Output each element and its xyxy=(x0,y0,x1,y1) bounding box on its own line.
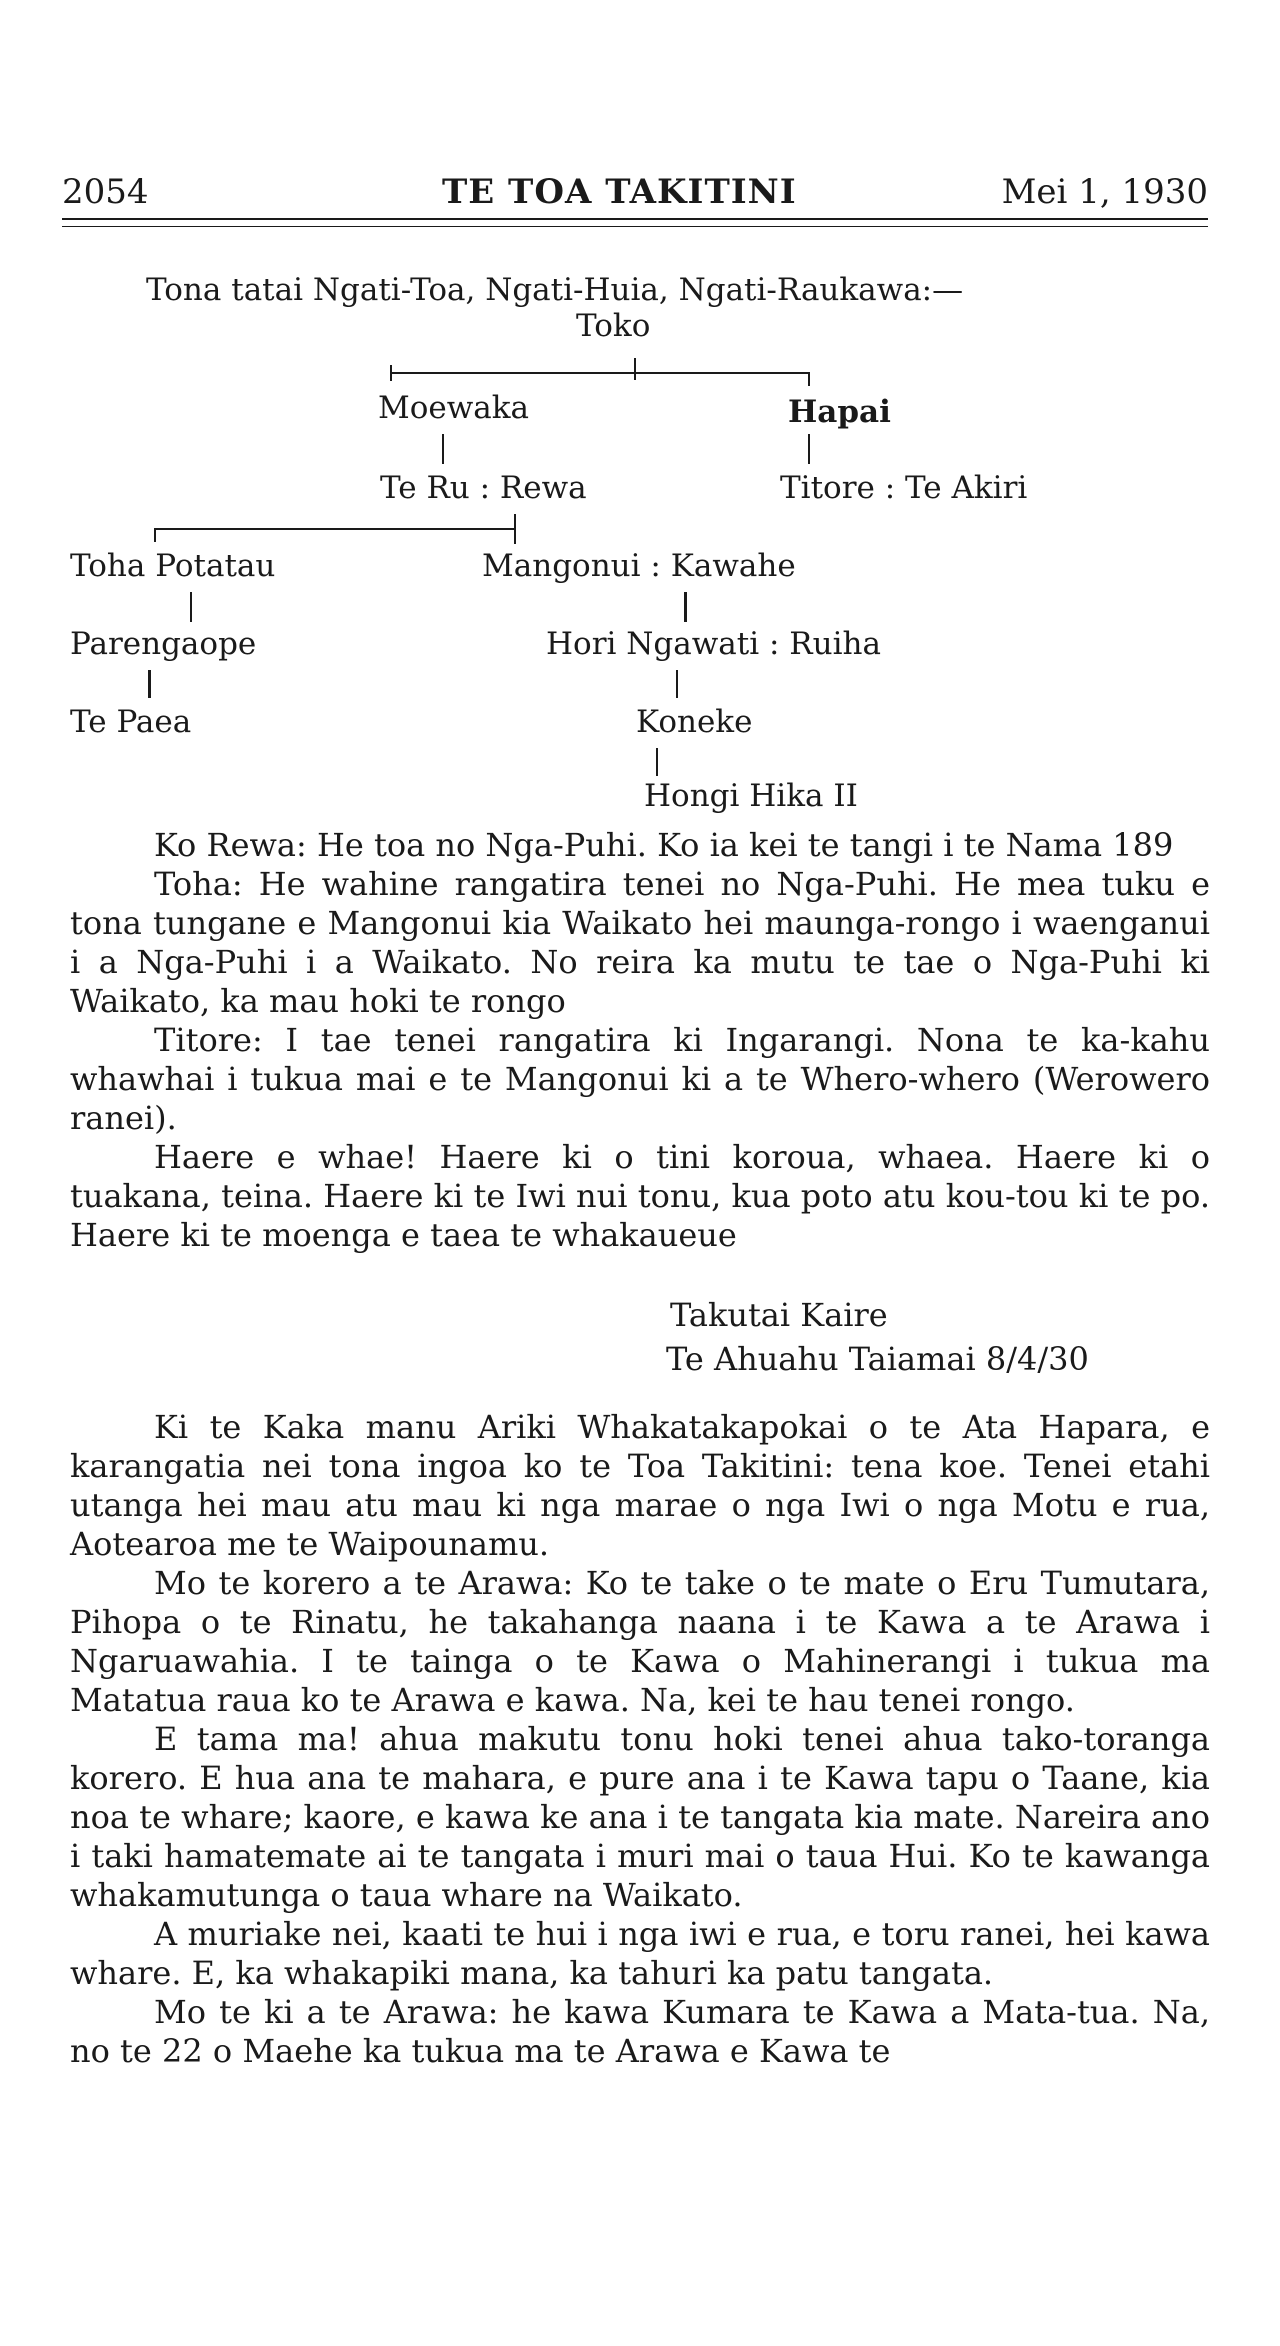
gen-hapai: Hapai xyxy=(788,394,891,430)
gen-line xyxy=(676,670,678,698)
header-rule-thin xyxy=(62,226,1208,227)
gen-parengaope: Parengaope xyxy=(70,626,257,662)
gen-te-ru-rewa: Te Ru : Rewa xyxy=(380,470,587,506)
gen-line xyxy=(442,434,444,464)
header-rule xyxy=(62,218,1208,220)
article-body xyxy=(70,1408,1210,2071)
gen-line xyxy=(148,670,151,698)
gen-toko: Toko xyxy=(576,308,651,344)
gen-koneke: Koneke xyxy=(636,704,753,740)
gen-hori-ngawati-ruiha: Hori Ngawati : Ruiha xyxy=(546,626,881,662)
gen-line xyxy=(808,372,810,386)
gen-line xyxy=(514,514,516,544)
gen-moewaka: Moewaka xyxy=(378,390,530,426)
gen-titore-te-akiri: Titore : Te Akiri xyxy=(780,470,1028,506)
gen-line xyxy=(808,434,810,464)
note-farewell: Haere e whae! Haere ki o tini koroua, whaea. Haere ki o tuakana, teina. Haere ki te Iwi nui tonu, kua poto atu kou-tou ki te po. Haere ki te moenga e taea te whakaueue xyxy=(70,1138,1210,1254)
signature-name: Takutai Kaire xyxy=(670,1296,888,1334)
gen-toha-potatau: Toha Potatau xyxy=(70,548,276,584)
article-paragraph: Mo te korero a te Arawa: Ko te take o te mate o Eru Tumutara, Pihopa o te Rinatu, he takahanga naana i te Kawa a te Arawa i Ngaruawahia. I te tainga o te Kawa o Mahinerangi i tukua ma Matatua raua ko te Arawa e kawa. Na, kei te hau tenei rongo. xyxy=(70,1564,1210,1719)
gen-line xyxy=(154,528,156,542)
page-number: 2054 xyxy=(62,172,149,212)
gen-line xyxy=(390,372,810,374)
gen-mangonui-kawahe: Mangonui : Kawahe xyxy=(482,548,796,584)
article-paragraph: Ki te Kaka manu Ariki Whakatakapokai o te Ata Hapara, e karangatia nei tona ingoa ko te Toa Takitini: tena koe. Tenei etahi utanga hei mau atu mau ki nga marae o nga Iwi o nga Motu e rua, Aotearoa me te Waipounamu. xyxy=(70,1408,1210,1563)
signature-place-date: Te Ahuahu Taiamai 8/4/30 xyxy=(666,1340,1089,1378)
gen-line xyxy=(190,592,192,622)
gen-line xyxy=(634,358,636,380)
gen-line xyxy=(656,748,658,776)
article-paragraph: Mo te ki a te Arawa: he kawa Kumara te Kawa a Mata-tua. Na, no te 22 o Maehe ka tukua ma te Arawa e Kawa te xyxy=(70,1993,1210,2070)
gen-te-paea: Te Paea xyxy=(70,704,192,740)
gen-line xyxy=(684,592,687,622)
publication-title: TE TOA TAKITINI xyxy=(442,172,797,212)
note-rewa: Ko Rewa: He toa no Nga-Puhi. Ko ia kei te tangi i te Nama 189 xyxy=(154,826,1174,864)
issue-date: Mei 1, 1930 xyxy=(1001,172,1208,212)
gen-line xyxy=(154,528,516,530)
genealogy-intro: Tona tatai Ngati-Toa, Ngati-Huia, Ngati-Raukawa:— xyxy=(146,272,964,308)
note-toha: Toha: He wahine rangatira tenei no Nga-Puhi. He mea tuku e tona tungane e Mangonui kia Waikato hei maunga-rongo i waenganui i a Nga-Puhi i a Waikato. No reira ka mutu te tae o Nga-Puhi ki Waikato, ka mau hoki te rongo xyxy=(70,865,1210,1020)
gen-hongi-hika: Hongi Hika II xyxy=(644,778,858,814)
genealogy-notes xyxy=(70,826,1210,1255)
note-titore: Titore: I tae tenei rangatira ki Ingarangi. Nona te ka-kahu whawhai i tukua mai e te Mangonui ki a te Whero-whero (Werowero ranei). xyxy=(70,1021,1210,1137)
article-paragraph: E tama ma! ahua makutu tonu hoki tenei ahua tako-toranga korero. E hua ana te mahara, e pure ana i te Kawa tapu o Taane, kia noa te whare; kaore, e kawa ke ana i te tangata kia mate. Nareira ano i taki hamatemate ai te tangata i muri mai o taua Hui. Ko te kawanga whakamutunga o taua whare na Waikato. xyxy=(70,1720,1210,1914)
gen-line xyxy=(390,365,392,381)
article-paragraph: A muriake nei, kaati te hui i nga iwi e rua, e toru ranei, hei kawa whare. E, ka whakapiki mana, ka tahuri ka patu tangata. xyxy=(70,1915,1210,1992)
running-header xyxy=(62,172,1208,212)
